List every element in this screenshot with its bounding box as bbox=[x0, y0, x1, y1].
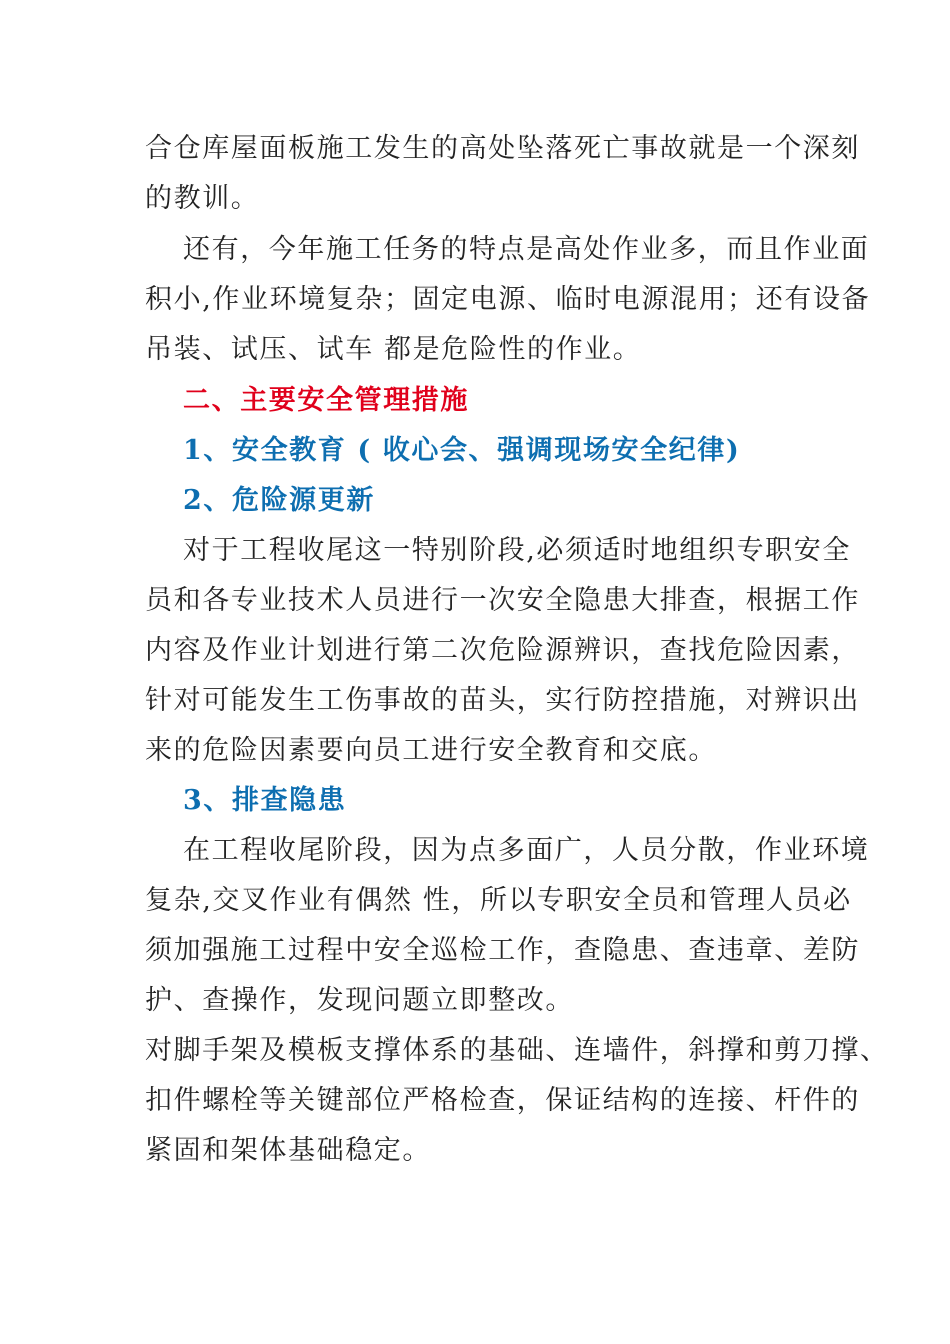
section-heading-3: 3、排查隐患 bbox=[183, 785, 347, 816]
paragraph-3-line-5: 来的危险因素要向员工进行安全教育和交底。 bbox=[145, 735, 717, 766]
paragraph-4-line-2: 复杂,交叉作业有偶然 性，所以专职安全员和管理人员必 bbox=[145, 885, 852, 916]
section-heading-1: 1、安全教育 ( 收心会、强调现场安全纪律) bbox=[183, 435, 741, 466]
paragraph-2-line-2: 积小,作业环境复杂；固定电源、临时电源混用；还有设备 bbox=[145, 284, 871, 315]
paragraph-4-line-1: 在工程收尾阶段，因为点多面广，人员分散，作业环境 bbox=[183, 835, 870, 866]
paragraph-5-line-3: 紧固和架体基础稳定。 bbox=[145, 1135, 431, 1166]
paragraph-3-line-4: 针对可能发生工伤事故的苗头，实行防控措施，对辨识出 bbox=[145, 685, 860, 716]
paragraph-3-line-2: 员和各专业技术人员进行一次安全隐患大排查，根据工作 bbox=[145, 585, 860, 616]
paragraph-3-line-3: 内容及作业计划进行第二次危险源辨识，查找危险因素， bbox=[145, 635, 860, 666]
paragraph-2-line-1: 还有，今年施工任务的特点是高处作业多，而且作业面 bbox=[183, 234, 870, 265]
paragraph-5-line-2: 扣件螺栓等关键部位严格检查，保证结构的连接、杆件的 bbox=[145, 1085, 860, 1116]
paragraph-4-line-4: 护、查操作，发现问题立即整改。 bbox=[145, 985, 574, 1016]
paragraph-1-line-2: 的教训。 bbox=[145, 183, 260, 214]
section-heading-2: 2、危险源更新 bbox=[183, 485, 375, 516]
paragraph-3-line-1: 对于工程收尾这一特别阶段,必须适时地组织专职安全 bbox=[183, 535, 851, 566]
paragraph-1-line-1: 合仓库屋面板施工发生的高处坠落死亡事故就是一个深刻 bbox=[145, 133, 860, 164]
paragraph-4-line-3: 须加强施工过程中安全巡检工作，查隐患、查违章、差防 bbox=[145, 935, 860, 966]
section-heading-main: 二、主要安全管理措施 bbox=[183, 385, 469, 416]
paragraph-2-line-3: 吊装、试压、试车 都是危险性的作业。 bbox=[145, 334, 642, 365]
paragraph-5-line-1: 对脚手架及模板支撑体系的基础、连墙件，斜撑和剪刀撑、 bbox=[145, 1035, 889, 1066]
